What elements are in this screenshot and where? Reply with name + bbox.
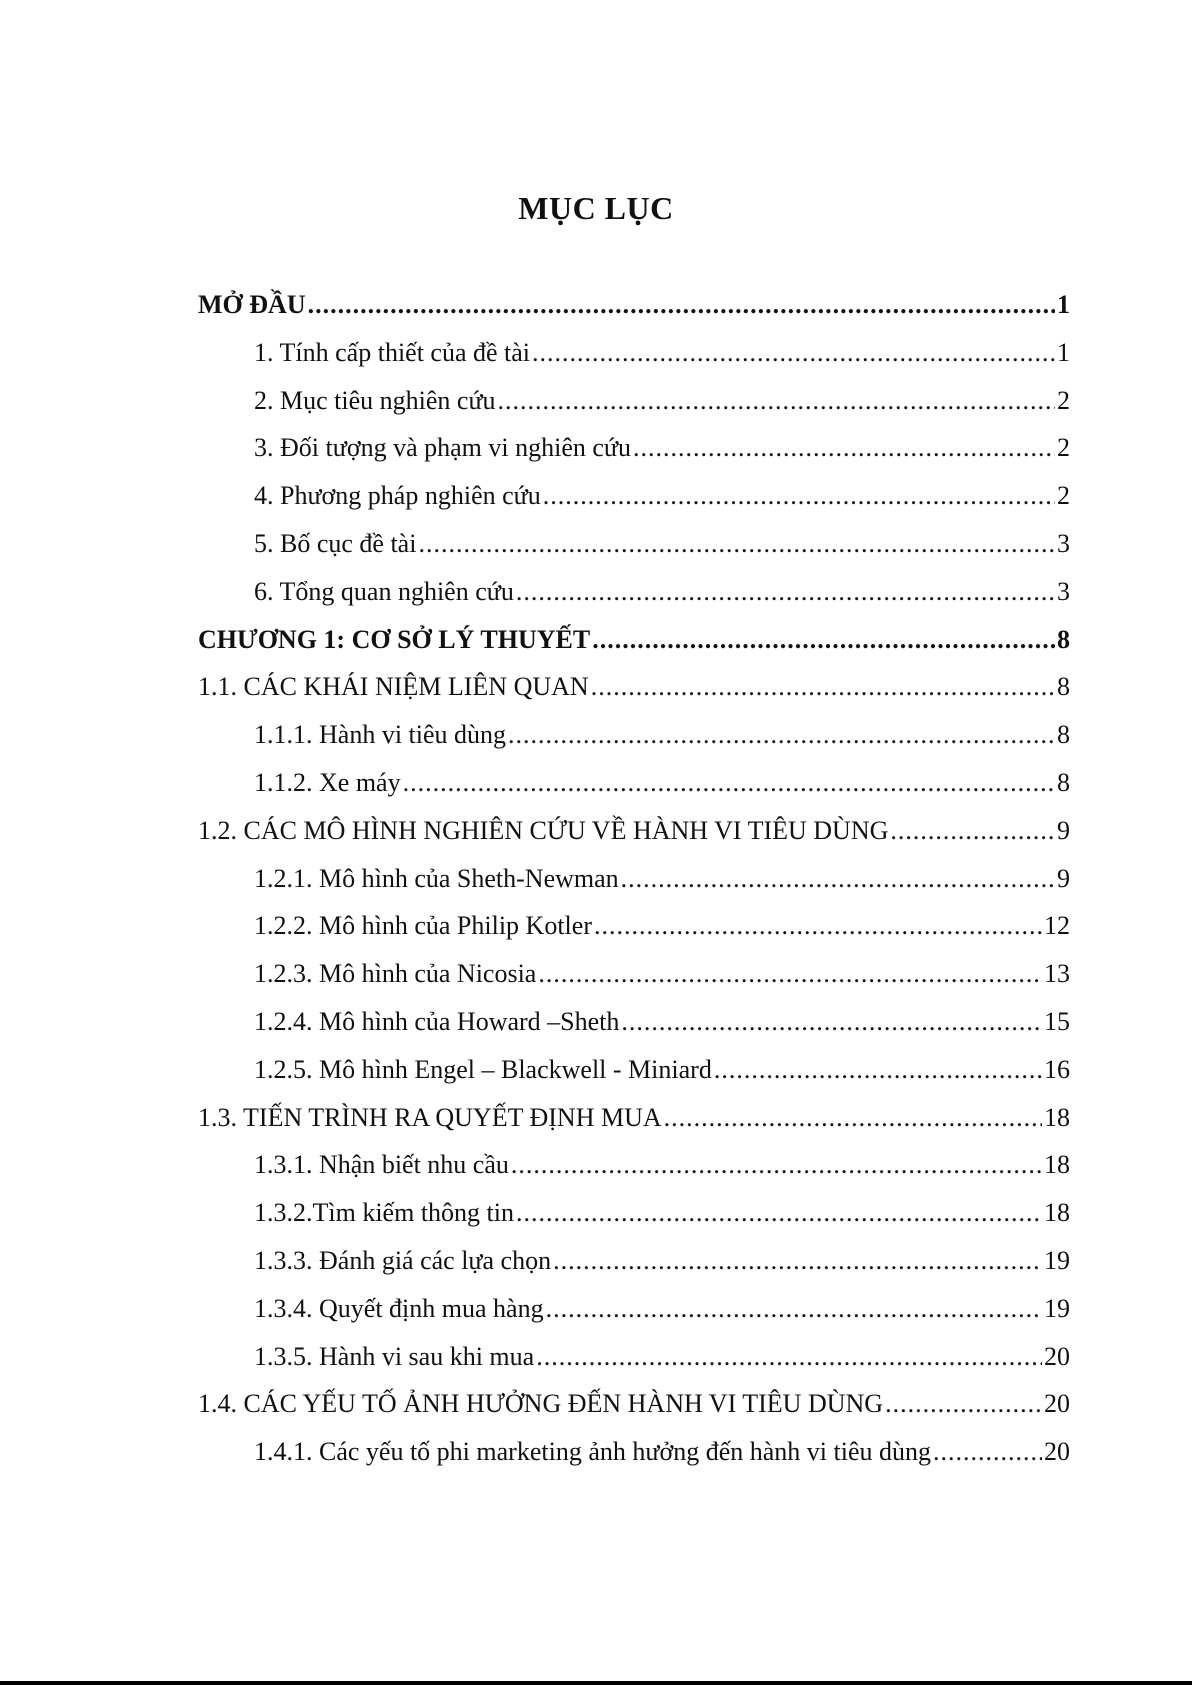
toc-entry-label: 6. Tổng quan nghiên cứu bbox=[254, 576, 514, 606]
toc-dot-leader bbox=[885, 1389, 1042, 1419]
toc-entry[interactable] bbox=[198, 625, 1070, 673]
toc-entry[interactable] bbox=[198, 1055, 1070, 1103]
toc-entry-page-number: 3 bbox=[1057, 528, 1070, 558]
toc-entry-page-number: 2 bbox=[1057, 433, 1070, 463]
toc-entry-page-number: 16 bbox=[1044, 1054, 1070, 1084]
toc-entry-page-number: 1 bbox=[1057, 337, 1070, 367]
toc-entry[interactable] bbox=[198, 720, 1070, 768]
toc-entry[interactable] bbox=[198, 1198, 1070, 1246]
toc-dot-leader bbox=[553, 1246, 1042, 1276]
toc-entry-page-number: 8 bbox=[1057, 720, 1070, 750]
toc-entry-page-number: 19 bbox=[1044, 1293, 1070, 1323]
toc-entry[interactable] bbox=[198, 1007, 1070, 1055]
toc-entry-label: CHƯƠNG 1: CƠ SỞ LÝ THUYẾT bbox=[198, 624, 591, 654]
toc-entry-label: 2. Mục tiêu nghiên cứu bbox=[254, 385, 496, 415]
toc-entry-label: 1.3.3. Đánh giá các lựa chọn bbox=[254, 1245, 552, 1275]
toc-dot-leader bbox=[418, 529, 1055, 559]
toc-entry-label: 1.1.2. Xe máy bbox=[254, 767, 401, 797]
toc-dot-leader bbox=[621, 1007, 1042, 1037]
toc-dot-leader bbox=[621, 864, 1055, 894]
toc-entry-label: 1.3.1. Nhận biết nhu cầu bbox=[254, 1150, 509, 1180]
toc-dot-leader bbox=[532, 338, 1055, 368]
toc-entry-page-number: 1 bbox=[1057, 290, 1070, 319]
toc-dot-leader bbox=[664, 1103, 1042, 1133]
toc-entry-page-number: 18 bbox=[1044, 1102, 1070, 1132]
toc-dot-leader bbox=[933, 1437, 1042, 1467]
toc-entry[interactable] bbox=[198, 386, 1070, 434]
toc-entry[interactable] bbox=[198, 290, 1070, 338]
toc-entry[interactable] bbox=[198, 481, 1070, 529]
toc-entry-page-number: 12 bbox=[1044, 911, 1070, 941]
toc-entry-label: 5. Bố cục đề tài bbox=[254, 528, 417, 558]
toc-dot-leader bbox=[308, 290, 1055, 320]
toc-entry-label: 1.3.5. Hành vi sau khi mua bbox=[254, 1341, 535, 1371]
toc-entry-label: 1.2.2. Mô hình của Philip Kotler bbox=[254, 911, 592, 941]
toc-dot-leader bbox=[633, 433, 1055, 463]
toc-dot-leader bbox=[538, 959, 1042, 989]
toc-dot-leader bbox=[591, 672, 1055, 702]
toc-entry[interactable] bbox=[198, 577, 1070, 625]
toc-entry-label: 1. Tính cấp thiết của đề tài bbox=[254, 337, 531, 367]
toc-entry-page-number: 19 bbox=[1044, 1245, 1070, 1275]
toc-entry[interactable] bbox=[198, 1103, 1070, 1151]
toc-entry-label: 4. Phương pháp nghiên cứu bbox=[254, 481, 541, 511]
toc-dot-leader bbox=[516, 577, 1055, 607]
toc-entry-label: MỞ ĐẦU bbox=[198, 290, 306, 319]
toc-entry[interactable] bbox=[198, 1150, 1070, 1198]
toc-entry[interactable] bbox=[198, 911, 1070, 959]
toc-entry-page-number: 20 bbox=[1044, 1341, 1070, 1371]
toc-entry[interactable] bbox=[198, 1389, 1070, 1437]
toc-entry-label: 1.4. CÁC YẾU TỐ ẢNH HƯỞNG ĐẾN HÀNH VI TIÊU DÙNG bbox=[198, 1389, 884, 1419]
toc-entry-page-number: 13 bbox=[1044, 959, 1070, 989]
toc-entry-page-number: 18 bbox=[1044, 1198, 1070, 1228]
toc-entry-page-number: 18 bbox=[1044, 1150, 1070, 1180]
toc-dot-leader bbox=[511, 1150, 1042, 1180]
bottom-edge-rule bbox=[0, 1681, 1192, 1685]
toc-entry-page-number: 2 bbox=[1057, 385, 1070, 415]
toc-entry[interactable] bbox=[198, 768, 1070, 816]
toc-entry-page-number: 8 bbox=[1057, 624, 1070, 654]
toc-entry-label: 1.2. CÁC MÔ HÌNH NGHIÊN CỨU VỀ HÀNH VI TIÊU DÙNG bbox=[198, 815, 889, 845]
toc-dot-leader bbox=[592, 625, 1055, 655]
toc-dot-leader bbox=[546, 1294, 1042, 1324]
table-of-contents bbox=[198, 290, 1070, 1485]
toc-entry-page-number: 20 bbox=[1044, 1437, 1070, 1467]
toc-entry[interactable] bbox=[198, 864, 1070, 912]
toc-dot-leader bbox=[516, 1198, 1042, 1228]
page-title: MỤC LỤC bbox=[518, 190, 674, 226]
toc-dot-leader bbox=[714, 1055, 1042, 1085]
toc-entry[interactable] bbox=[198, 816, 1070, 864]
toc-entry[interactable] bbox=[198, 1437, 1070, 1485]
toc-dot-leader bbox=[594, 911, 1042, 941]
toc-entry-page-number: 15 bbox=[1044, 1006, 1070, 1036]
toc-entry-label: 1.3. TIẾN TRÌNH RA QUYẾT ĐỊNH MUA bbox=[198, 1102, 662, 1132]
toc-entry-page-number: 8 bbox=[1057, 767, 1070, 797]
toc-entry[interactable] bbox=[198, 959, 1070, 1007]
toc-entry[interactable] bbox=[198, 338, 1070, 386]
toc-entry-label: 1.1.1. Hành vi tiêu dùng bbox=[254, 720, 507, 750]
toc-entry-label: 1.2.1. Mô hình của Sheth-Newman bbox=[254, 863, 619, 893]
toc-dot-leader bbox=[498, 386, 1055, 416]
toc-entry-page-number: 2 bbox=[1057, 481, 1070, 511]
toc-entry-label: 3. Đối tượng và phạm vi nghiên cứu bbox=[254, 433, 631, 463]
toc-entry-page-number: 3 bbox=[1057, 576, 1070, 606]
toc-entry-page-number: 8 bbox=[1057, 672, 1070, 702]
toc-entry-label: 1.1. CÁC KHÁI NIỆM LIÊN QUAN bbox=[198, 672, 589, 702]
toc-entry-label: 1.3.2.Tìm kiếm thông tin bbox=[254, 1198, 514, 1228]
toc-entry[interactable] bbox=[198, 672, 1070, 720]
toc-entry-label: 1.2.3. Mô hình của Nicosia bbox=[254, 959, 537, 989]
toc-entry[interactable] bbox=[198, 1342, 1070, 1390]
toc-entry[interactable] bbox=[198, 1246, 1070, 1294]
toc-entry-page-number: 9 bbox=[1057, 815, 1070, 845]
toc-dot-leader bbox=[536, 1342, 1042, 1372]
toc-entry[interactable] bbox=[198, 1294, 1070, 1342]
toc-entry-page-number: 9 bbox=[1057, 863, 1070, 893]
toc-dot-leader bbox=[890, 816, 1055, 846]
toc-entry[interactable] bbox=[198, 529, 1070, 577]
toc-entry-page-number: 20 bbox=[1044, 1389, 1070, 1419]
toc-dot-leader bbox=[543, 481, 1055, 511]
toc-entry-label: 1.2.4. Mô hình của Howard –Sheth bbox=[254, 1006, 620, 1036]
toc-entry-label: 1.3.4. Quyết định mua hàng bbox=[254, 1293, 544, 1323]
toc-dot-leader bbox=[508, 720, 1055, 750]
toc-entry-label: 1.4.1. Các yếu tố phi marketing ảnh hưởng đến hành vi tiêu dùng bbox=[254, 1437, 931, 1467]
toc-dot-leader bbox=[403, 768, 1055, 798]
toc-entry[interactable] bbox=[198, 433, 1070, 481]
toc-entry-label: 1.2.5. Mô hình Engel – Blackwell - Miniard bbox=[254, 1054, 712, 1084]
